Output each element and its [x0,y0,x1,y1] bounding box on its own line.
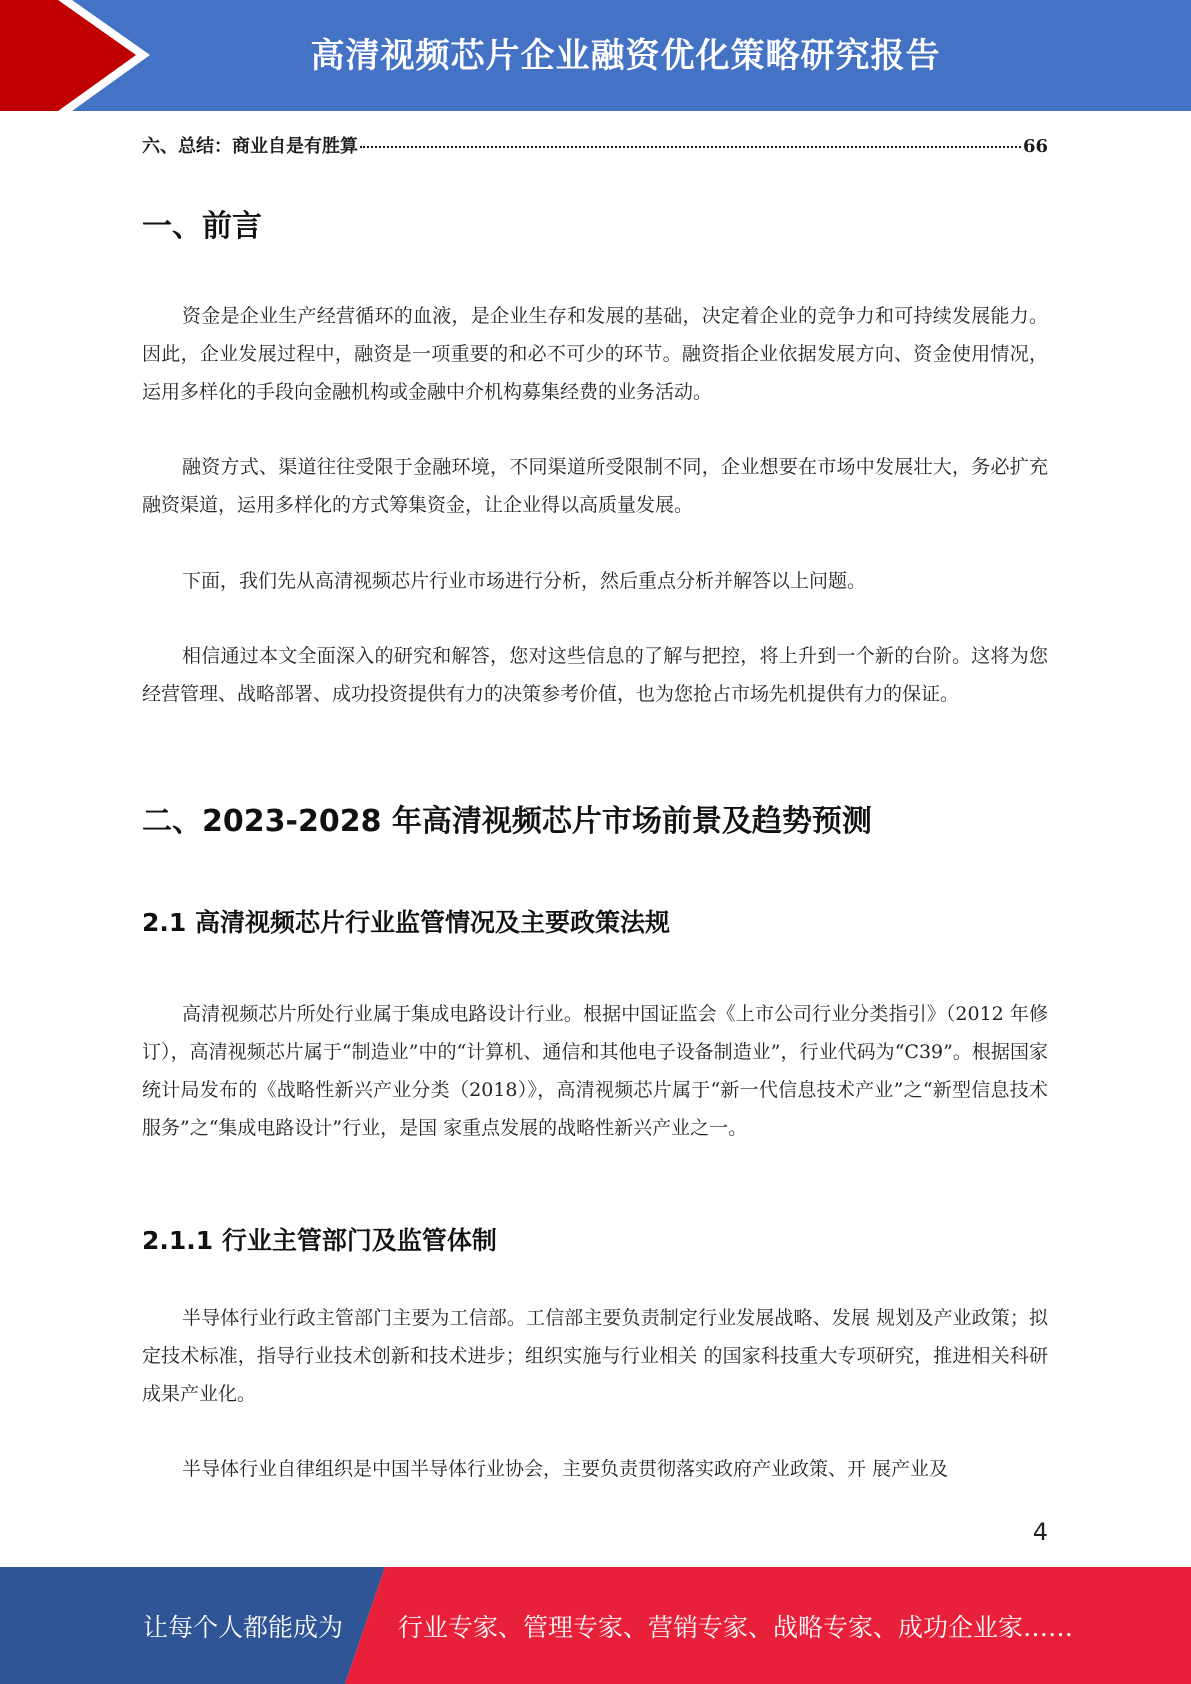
toc-entry[interactable] [142,132,1048,158]
page-header [0,0,1191,111]
paragraph: 融资方式、渠道往往受限于金融环境，不同渠道所受限制不同，企业想要在市场中发展壮大，务必扩充融资渠道，运用多样化的方式筹集资金，让企业得以高质量发展。 [142,456,1048,516]
toc-entry-label: 六、总结：商业自是有胜算 [142,136,358,157]
subsection-heading-2-1: 2.1 高清视频芯片行业监管情况及主要政策法规 [142,908,670,937]
page-number: 4 [1032,1518,1048,1546]
paragraph: 高清视频芯片所处行业属于集成电路设计行业。根据中国证监会《上市公司行业分类指引》（2012 年修订），高清视频芯片属于“制造业”中的“计算机、通信和其他电子设备制造业”，行业代码为“C39”。根据国家统计局发布的《战略性新兴产业分类（2018）》，高清视频芯片属于“新一代信息技术产业”之“新型信息技术服务”之“集成电路设计”行业，是国 家重点发展的战略性新兴产业之一。 [142,1003,1048,1139]
paragraph: 下面，我们先从高清视频芯片行业市场进行分析，然后重点分析并解答以上问题。 [182,570,867,592]
header-chevron-icon [0,0,160,111]
paragraph: 半导体行业自律组织是中国半导体行业协会，主要负责贯彻落实政府产业政策、开 展产业及 [182,1458,949,1480]
page-footer [0,1567,1191,1684]
document-title: 高清视频芯片企业融资优化策略研究报告 [310,36,941,76]
footer-slogan-left: 让每个人都能成为 [143,1612,344,1642]
section-heading-1: 一、前言 [142,209,262,244]
subsection-heading-2-1-1: 2.1.1 行业主管部门及监管体制 [142,1226,497,1255]
paragraph: 半导体行业行政主管部门主要为工信部。工信部主要负责制定行业发展战略、发展 规划及产业政策；拟定技术标准，指导行业技术创新和技术进步；组织实施与行业相关 的国家科技重大专项研究，推进相关科研成果产业化。 [142,1307,1048,1405]
toc-entry-page: 66 [1022,136,1048,157]
toc-leader-dots [360,146,1021,148]
section-heading-2: 二、2023-2028 年高清视频芯片市场前景及趋势预测 [142,804,872,839]
paragraph: 资金是企业生产经营循环的血液，是企业生存和发展的基础，决定着企业的竞争力和可持续发展能力。因此，企业发展过程中，融资是一项重要的和必不可少的环节。融资指企业依据发展方向、资金使用情况，运用多样化的手段向金融机构或金融中介机构募集经费的业务活动。 [142,305,1048,403]
paragraph: 相信通过本文全面深入的研究和解答，您对这些信息的了解与把控，将上升到一个新的台阶。这将为您经营管理、战略部署、成功投资提供有力的决策参考价值，也为您抢占市场先机提供有力的保证。 [142,645,1048,705]
footer-slogan-right: 行业专家、管理专家、营销专家、战略专家、成功企业家…… [398,1612,1074,1642]
